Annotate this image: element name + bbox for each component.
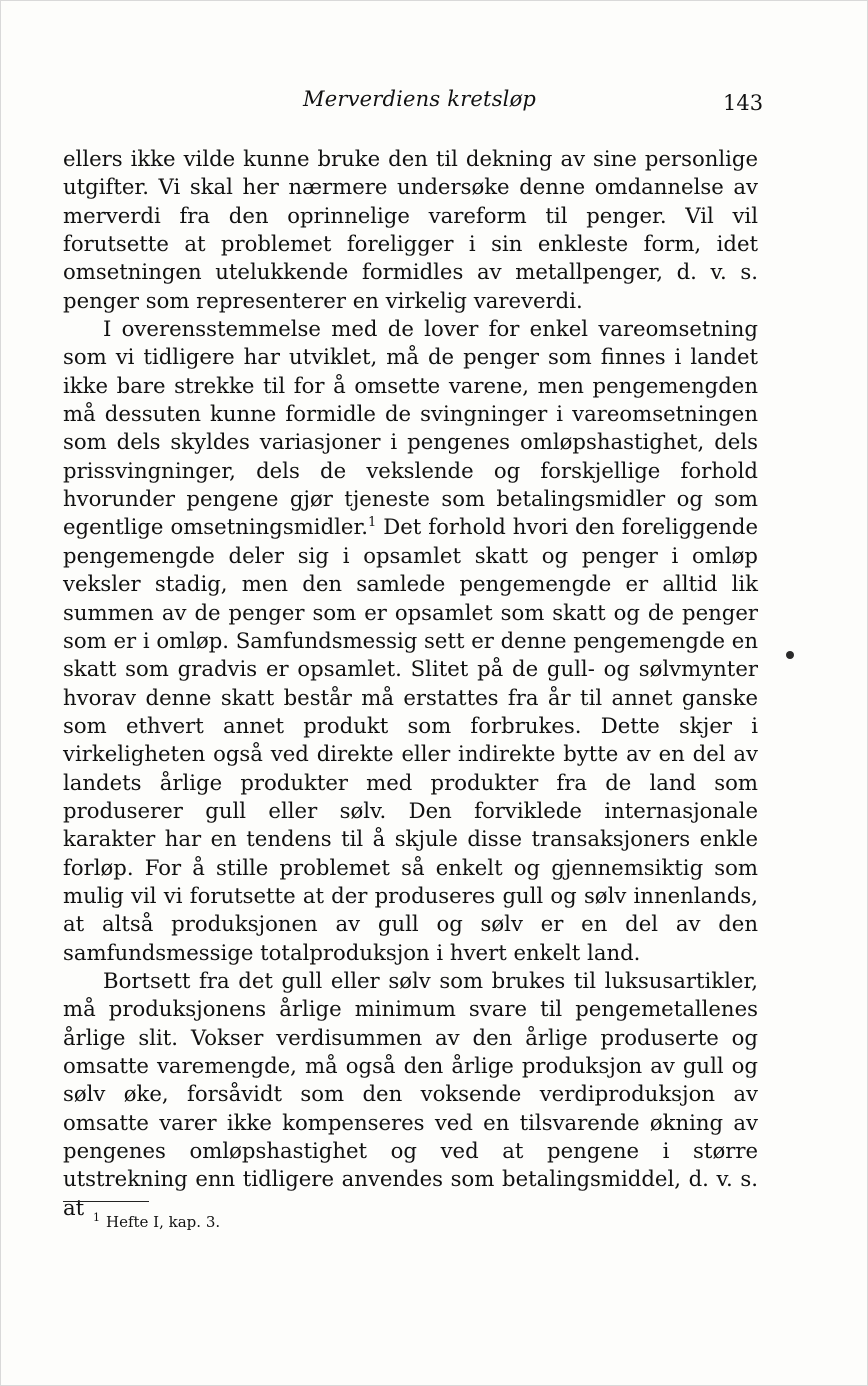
paragraph-2-part-2: Det forhold hvori den foreliggende pengemengde deler sig i opsamlet skatt og penger i omløp veksler stadig, men den samlede pengemengde er alltid lik summen av de penger som er opsamlet som skatt og de penger som er i omløp. Samfundsmessig sett er denne pengemengde en skatt som gradvis er opsamlet. Slitet på de gull- og sølvmynter hvorav denne skatt består må erstattes fra år til annet ganske som ethvert annet produkt som forbrukes. Dette skjer i virkeligheten også ved direkte eller indirekte bytte av en del av landets årlige produkter med produkter fra de land som produserer gull eller sølv. Den forviklede internasjonale karakter har en tendens til å skjule disse transaksjoners enkle forløp. For å stille problemet så enkelt og gjennemsiktig som mulig vil vi forutsette at der produseres gull og sølv innenlands, at altså produksjonen av gull og sølv er en del av den samfundsmessige totalproduksjon i hvert enkelt land. bbox=[63, 514, 758, 965]
footnote-rule bbox=[63, 1201, 149, 1202]
ink-spot bbox=[786, 651, 794, 659]
footnote-mark: 1 bbox=[93, 1211, 100, 1224]
page-number: 143 bbox=[723, 91, 764, 115]
footnote bbox=[93, 1208, 220, 1232]
running-title: Merverdiens kretsløp bbox=[303, 87, 537, 111]
paragraph-3: Bortsett fra det gull eller sølv som brukes til luksusartikler, må produksjonens årlige minimum svare til pengemetallenes årlige slit. Vokser verdisummen av den årlige produserte og omsatte varemengde, må også den årlige produksjon av gull og sølv øke, forsåvidt som den voksende verdiproduksjon av omsatte varer ikke kompenseres ved en tilsvarende økning av pengenes omløpshastighet og ved at pengene i større utstrekning enn tidligere anvendes som betalingsmiddel, d. v. s. at bbox=[63, 967, 758, 1220]
paragraph-2 bbox=[63, 315, 758, 967]
paragraph-1: ellers ikke vilde kunne bruke den til dekning av sine personlige utgifter. Vi skal her nærmere undersøke denne omdannelse av merverdi fra den oprinnelige vareform til penger. Vil vil forutsette at problemet foreligger i sin enkleste form, idet omsetningen utelukkende formidles av metallpenger, d. v. s. penger som representerer en virkelig vareverdi. bbox=[63, 146, 758, 313]
paragraph-2-part-1: I overensstemmelse med de lover for enkel vareomsetning som vi tidligere har utviklet, må de penger som finnes i landet ikke bare strekke til for å omsette varene, men pengemengden må dessuten kunne formidle de svingninger i vareomsetningen som dels skyldes variasjoner i pengenes omløpshastighet, dels prissvingninger, dels de vekslende og forskjellige forhold hvorunder pengene gjør tjeneste som betalingsmidler og som egentlige omsetningsmidler. bbox=[63, 316, 758, 540]
body-text bbox=[63, 145, 758, 1222]
footnote-text: Hefte I, kap. 3. bbox=[106, 1213, 221, 1231]
footnote-reference[interactable]: 1 bbox=[368, 515, 377, 531]
running-head bbox=[1, 85, 867, 121]
